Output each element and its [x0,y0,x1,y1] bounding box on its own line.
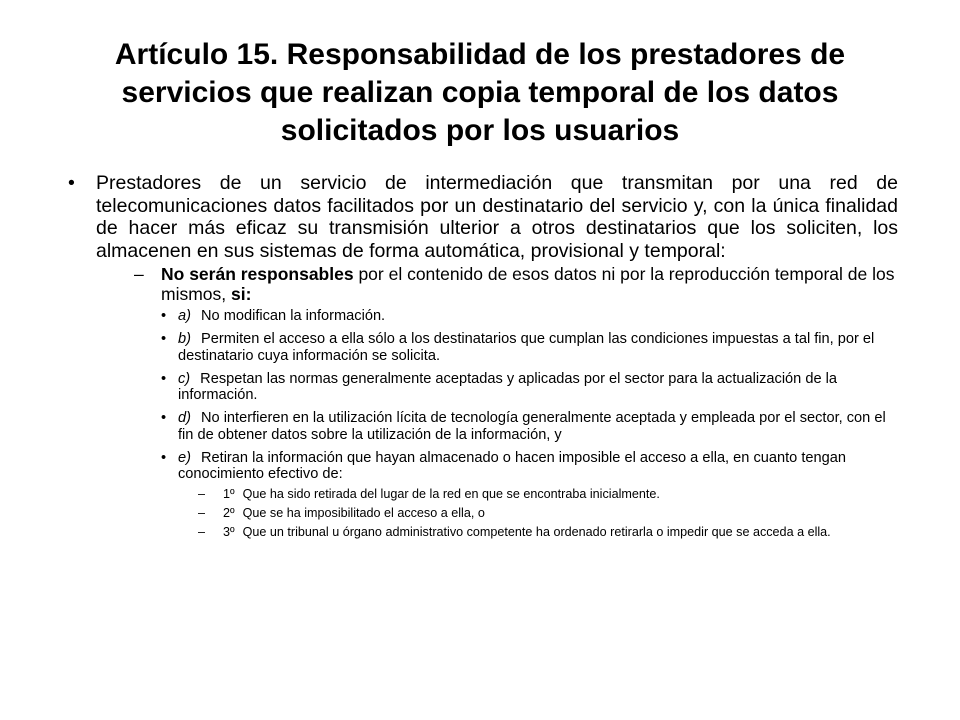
dash-icon: – [198,487,206,501]
condition-text: Permiten el acceso a ella sólo a los destinatarios que cumplan las condiciones impuestas a tal fin, por el destinatario cuya información se solicita. [178,331,875,364]
sub-condition-number: 1º [223,487,235,501]
condition-letter: a) [178,308,191,324]
bullet-icon: • [161,449,167,466]
condition-letter: e) [178,449,191,466]
slide-content [68,172,898,544]
sub-condition-text: Que se ha imposibilitado el acceso a ella, o [242,506,485,520]
condition-letter: d) [178,410,191,426]
sub-condition-text: Que ha sido retirada del lugar de la red en que se encontraba inicialmente. [242,487,660,501]
slide-title: Artículo 15. Responsabilidad de los prestadores de servicios que realizan copia temporal de los datos solicitados por los usuarios [114,38,846,147]
sub-condition-item [198,506,898,520]
condition-item [161,331,898,364]
main-bullet-point [68,172,898,262]
condition-text: Retiran la información que hayan almacenado o hacen imposible el acceso a ella, en cuanto tengan conocimiento efectivo de: [178,449,846,482]
sub-point [134,264,898,304]
condition-letter: c) [178,370,191,387]
sub-point-text: por el contenido de esos datos ni por la reproducción temporal de los mismos, [161,264,895,304]
main-bullet-text: Prestadores de un servicio de intermediación que transmitan por una red de telecomunicaciones datos facilitados por un destinatario del servicio y, con la única finalidad de hacer más eficaz su transmisión ulterior a otros destinatarios que los soliciten, los almacenen en sus sistemas de forma automática, provisional y temporal: [96,172,898,262]
condition-item [161,371,898,404]
condition-item [161,450,898,483]
condition-item [161,410,898,443]
sub-condition-number: 3º [223,525,235,539]
bullet-icon: • [68,172,75,194]
bullet-icon: • [161,370,167,387]
bullet-icon: • [161,410,167,426]
sub-condition-item [198,525,898,539]
sub-condition-number: 2º [223,506,235,520]
sub-point-bold-start: No serán responsables [161,264,354,284]
bullet-icon: • [161,331,167,347]
condition-text: No modifican la información. [200,308,386,324]
sub-point-bold-end: si: [231,284,252,304]
dash-icon: – [198,525,206,539]
dash-icon: – [134,264,144,284]
condition-letter: b) [178,331,191,347]
condition-text: No interfieren en la utilización lícita de tecnología generalmente aceptada y empleada por el sector, con el fin de obtener datos sobre la utilización de la información, y [178,410,886,443]
conditions-list [161,308,898,539]
sub-conditions-list [198,487,898,539]
sub-condition-item [198,487,898,501]
condition-item [161,308,898,325]
bullet-icon: • [161,308,167,324]
condition-text: Respetan las normas generalmente aceptadas y aplicadas por el sector para la actualización de la información. [178,370,837,403]
sub-condition-text: Que un tribunal u órgano administrativo competente ha ordenado retirarla o impedir que se acceda a ella. [242,525,831,539]
dash-icon: – [198,506,206,520]
